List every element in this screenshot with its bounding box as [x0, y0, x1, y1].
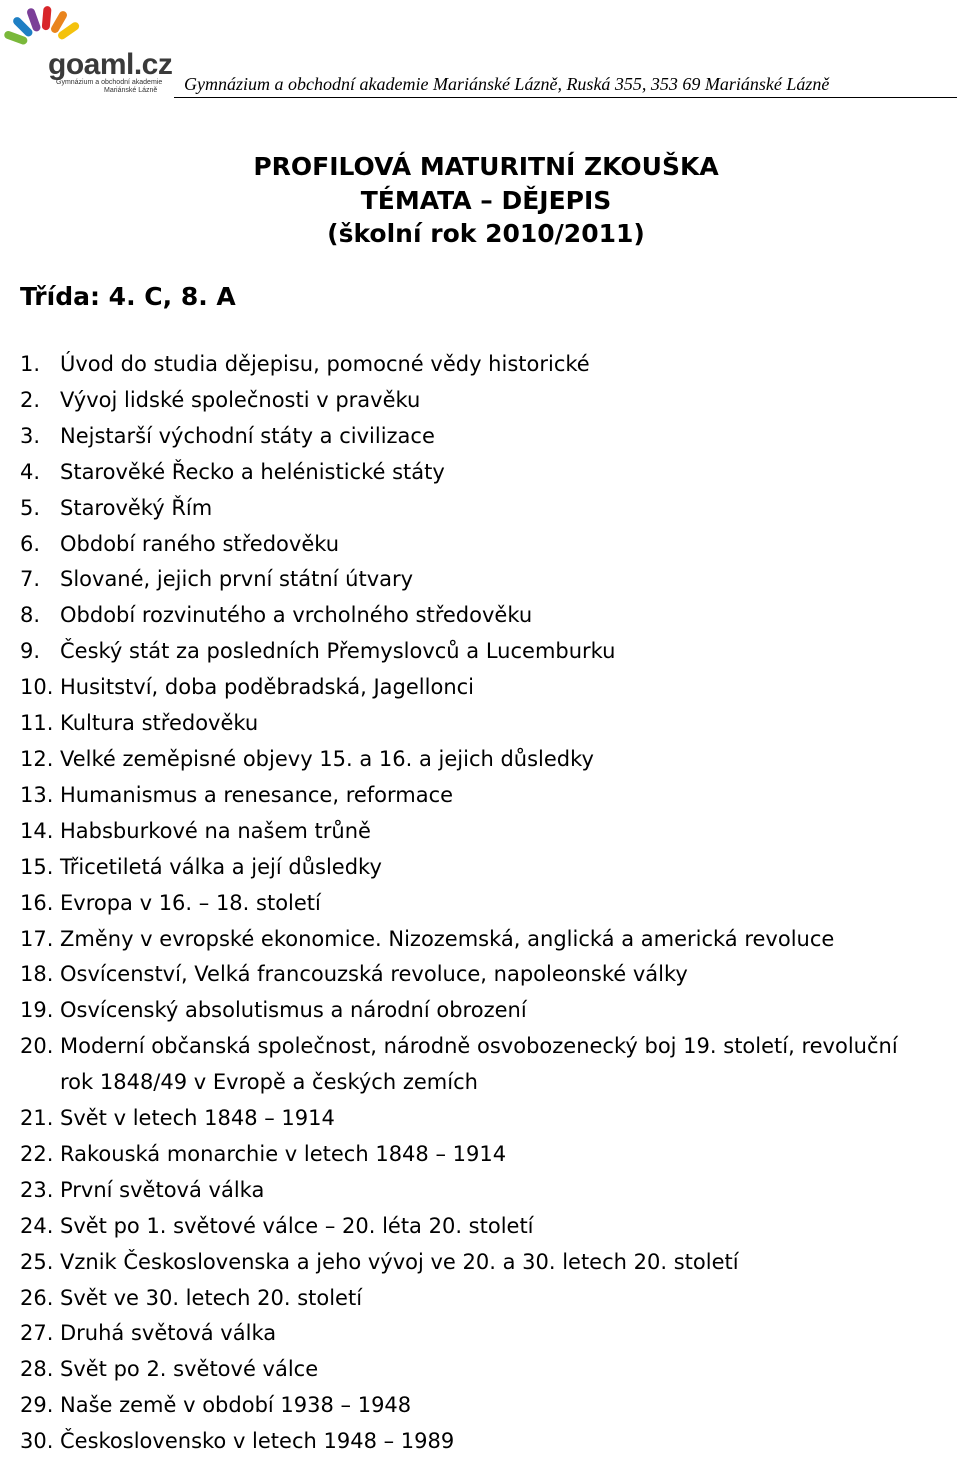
class-label: Třída: 4. C, 8. A [20, 282, 236, 311]
topic-number: 4. [20, 459, 41, 484]
topic-text: Československo v letech 1948 – 1989 [60, 1429, 455, 1454]
topic-number: 1. [20, 352, 41, 376]
topic-number: 3. [20, 423, 41, 448]
topic-number: 11. [20, 711, 54, 736]
topic-text: Evropa v 16. – 18. století [60, 890, 321, 915]
topic-item [20, 993, 920, 1029]
topic-number: 15. [20, 854, 54, 879]
topic-number: 9. [20, 639, 41, 664]
topic-text: Období raného středověku [60, 531, 340, 556]
topic-text: Svět po 1. světové válce – 20. léta 20. století [60, 1213, 534, 1238]
topic-item [20, 742, 920, 778]
topic-item [20, 1316, 920, 1352]
topic-number: 19. [20, 998, 54, 1023]
topic-text: Nejstarší východní státy a civilizace [60, 423, 435, 448]
topic-item [20, 527, 920, 563]
topic-number: 27. [20, 1321, 54, 1346]
topic-number: 16. [20, 890, 54, 915]
topic-text: Svět ve 30. letech 20. století [60, 1285, 363, 1310]
topic-number: 5. [20, 495, 41, 520]
topic-text: Habsburkové na našem trůně [60, 818, 371, 843]
topic-number: 6. [20, 531, 41, 556]
topic-item [20, 850, 920, 886]
topic-number: 24. [20, 1213, 54, 1238]
header-divider [174, 97, 957, 98]
school-logo [4, 4, 174, 96]
topic-text: Starověký Řím [60, 495, 213, 520]
topic-item [20, 455, 920, 491]
topic-number: 22. [20, 1141, 54, 1166]
topic-text: Osvícenský absolutismus a národní obrození [60, 998, 527, 1023]
topic-number: 14. [20, 818, 54, 843]
topic-text: Druhá světová válka [60, 1321, 277, 1346]
topic-text: Období rozvinutého a vrcholného středověku [60, 603, 533, 628]
topic-number: 18. [20, 962, 54, 987]
topic-number: 17. [20, 926, 54, 951]
topic-text: Slované, jejich první státní útvary [60, 567, 414, 592]
topic-item [20, 670, 920, 706]
topics-list [20, 347, 920, 1460]
logo-subtitle-line2: Mariánské Lázně [104, 87, 158, 94]
topic-text: Humanismus a renesance, reformace [60, 782, 454, 807]
topic-text: Husitství, doba poděbradská, Jagellonci [60, 675, 475, 700]
topic-item [20, 1424, 920, 1460]
school-address: Gymnázium a obchodní akademie Mariánské Lázně, Ruská 355, 353 69 Mariánské Lázně [184, 74, 830, 94]
topic-item [20, 383, 920, 419]
topic-item [20, 634, 920, 670]
topic-item [20, 1173, 920, 1209]
topic-text: Starověké Řecko a helénistické státy [60, 459, 445, 484]
topic-number: 2. [20, 387, 41, 412]
topic-text: Český stát za posledních Přemyslovců a Lucemburku [60, 639, 616, 664]
logo-brand-text: goaml.cz [48, 48, 173, 81]
topic-item [20, 922, 920, 958]
topic-number: 7. [20, 567, 41, 592]
document-title: PROFILOVÁ MATURITNÍ ZKOUŠKA [253, 152, 719, 181]
page-header [0, 0, 960, 100]
topic-number: 20. [20, 1034, 54, 1059]
topic-item [20, 1352, 920, 1388]
topic-item [20, 1137, 920, 1173]
topic-item [20, 347, 920, 383]
topic-number: 29. [20, 1393, 54, 1418]
topic-number: 26. [20, 1285, 54, 1310]
topic-item [20, 1281, 920, 1317]
topic-number: 25. [20, 1249, 54, 1274]
topic-item [20, 1029, 920, 1101]
topic-item [20, 814, 920, 850]
topic-text: Velké zeměpisné objevy 15. a 16. a jejich důsledky [60, 746, 594, 771]
topic-number: 30. [20, 1429, 54, 1454]
topic-text: Kultura středověku [60, 711, 259, 736]
topic-number: 8. [20, 603, 41, 628]
topic-text: Třicetiletá válka a její důsledky [60, 854, 382, 879]
topic-item [20, 419, 920, 455]
topic-text: Osvícenství, Velká francouzská revoluce, napoleonské války [60, 962, 688, 987]
logo-subtitle-line1: Gymnázium a obchodní akademie [56, 79, 163, 86]
document-subtitle: TÉMATA – DĚJEPIS [360, 186, 612, 215]
topic-text: Svět v letech 1848 – 1914 [60, 1106, 335, 1131]
topic-item [20, 1245, 920, 1281]
topic-item [20, 706, 920, 742]
topic-text: První světová válka [60, 1177, 265, 1202]
topic-item [20, 1209, 920, 1245]
topic-number: 10. [20, 675, 54, 700]
topic-number: 13. [20, 782, 54, 807]
topic-number: 21. [20, 1106, 54, 1131]
topic-number: 23. [20, 1177, 54, 1202]
topic-item [20, 957, 920, 993]
topic-item [20, 598, 920, 634]
topic-item [20, 886, 920, 922]
topic-text: Rakouská monarchie v letech 1848 – 1914 [60, 1141, 507, 1166]
topic-number: 12. [20, 746, 54, 771]
school-year: (školní rok 2010/2011) [327, 219, 645, 248]
topic-text: Vznik Československa a jeho vývoj ve 20. a 30. letech 20. století [60, 1249, 739, 1274]
topic-item [20, 778, 920, 814]
topic-text: Vývoj lidské společnosti v pravěku [60, 387, 421, 412]
topic-item [20, 562, 920, 598]
topic-text: Moderní občanská společnost, národně osvobozenecký boj 19. století, revoluční rok 1848/49 v Evropě a českých zemích [60, 1034, 898, 1095]
topic-text: Naše země v období 1938 – 1948 [60, 1393, 412, 1418]
topic-text: Změny v evropské ekonomice. Nizozemská, anglická a americká revoluce [60, 926, 835, 951]
topic-number: 28. [20, 1357, 54, 1382]
topic-text: Úvod do studia dějepisu, pomocné vědy historické [60, 352, 590, 376]
topic-item [20, 1388, 920, 1424]
topic-item [20, 491, 920, 527]
topic-item [20, 1101, 920, 1137]
topic-text: Svět po 2. světové válce [60, 1357, 319, 1382]
